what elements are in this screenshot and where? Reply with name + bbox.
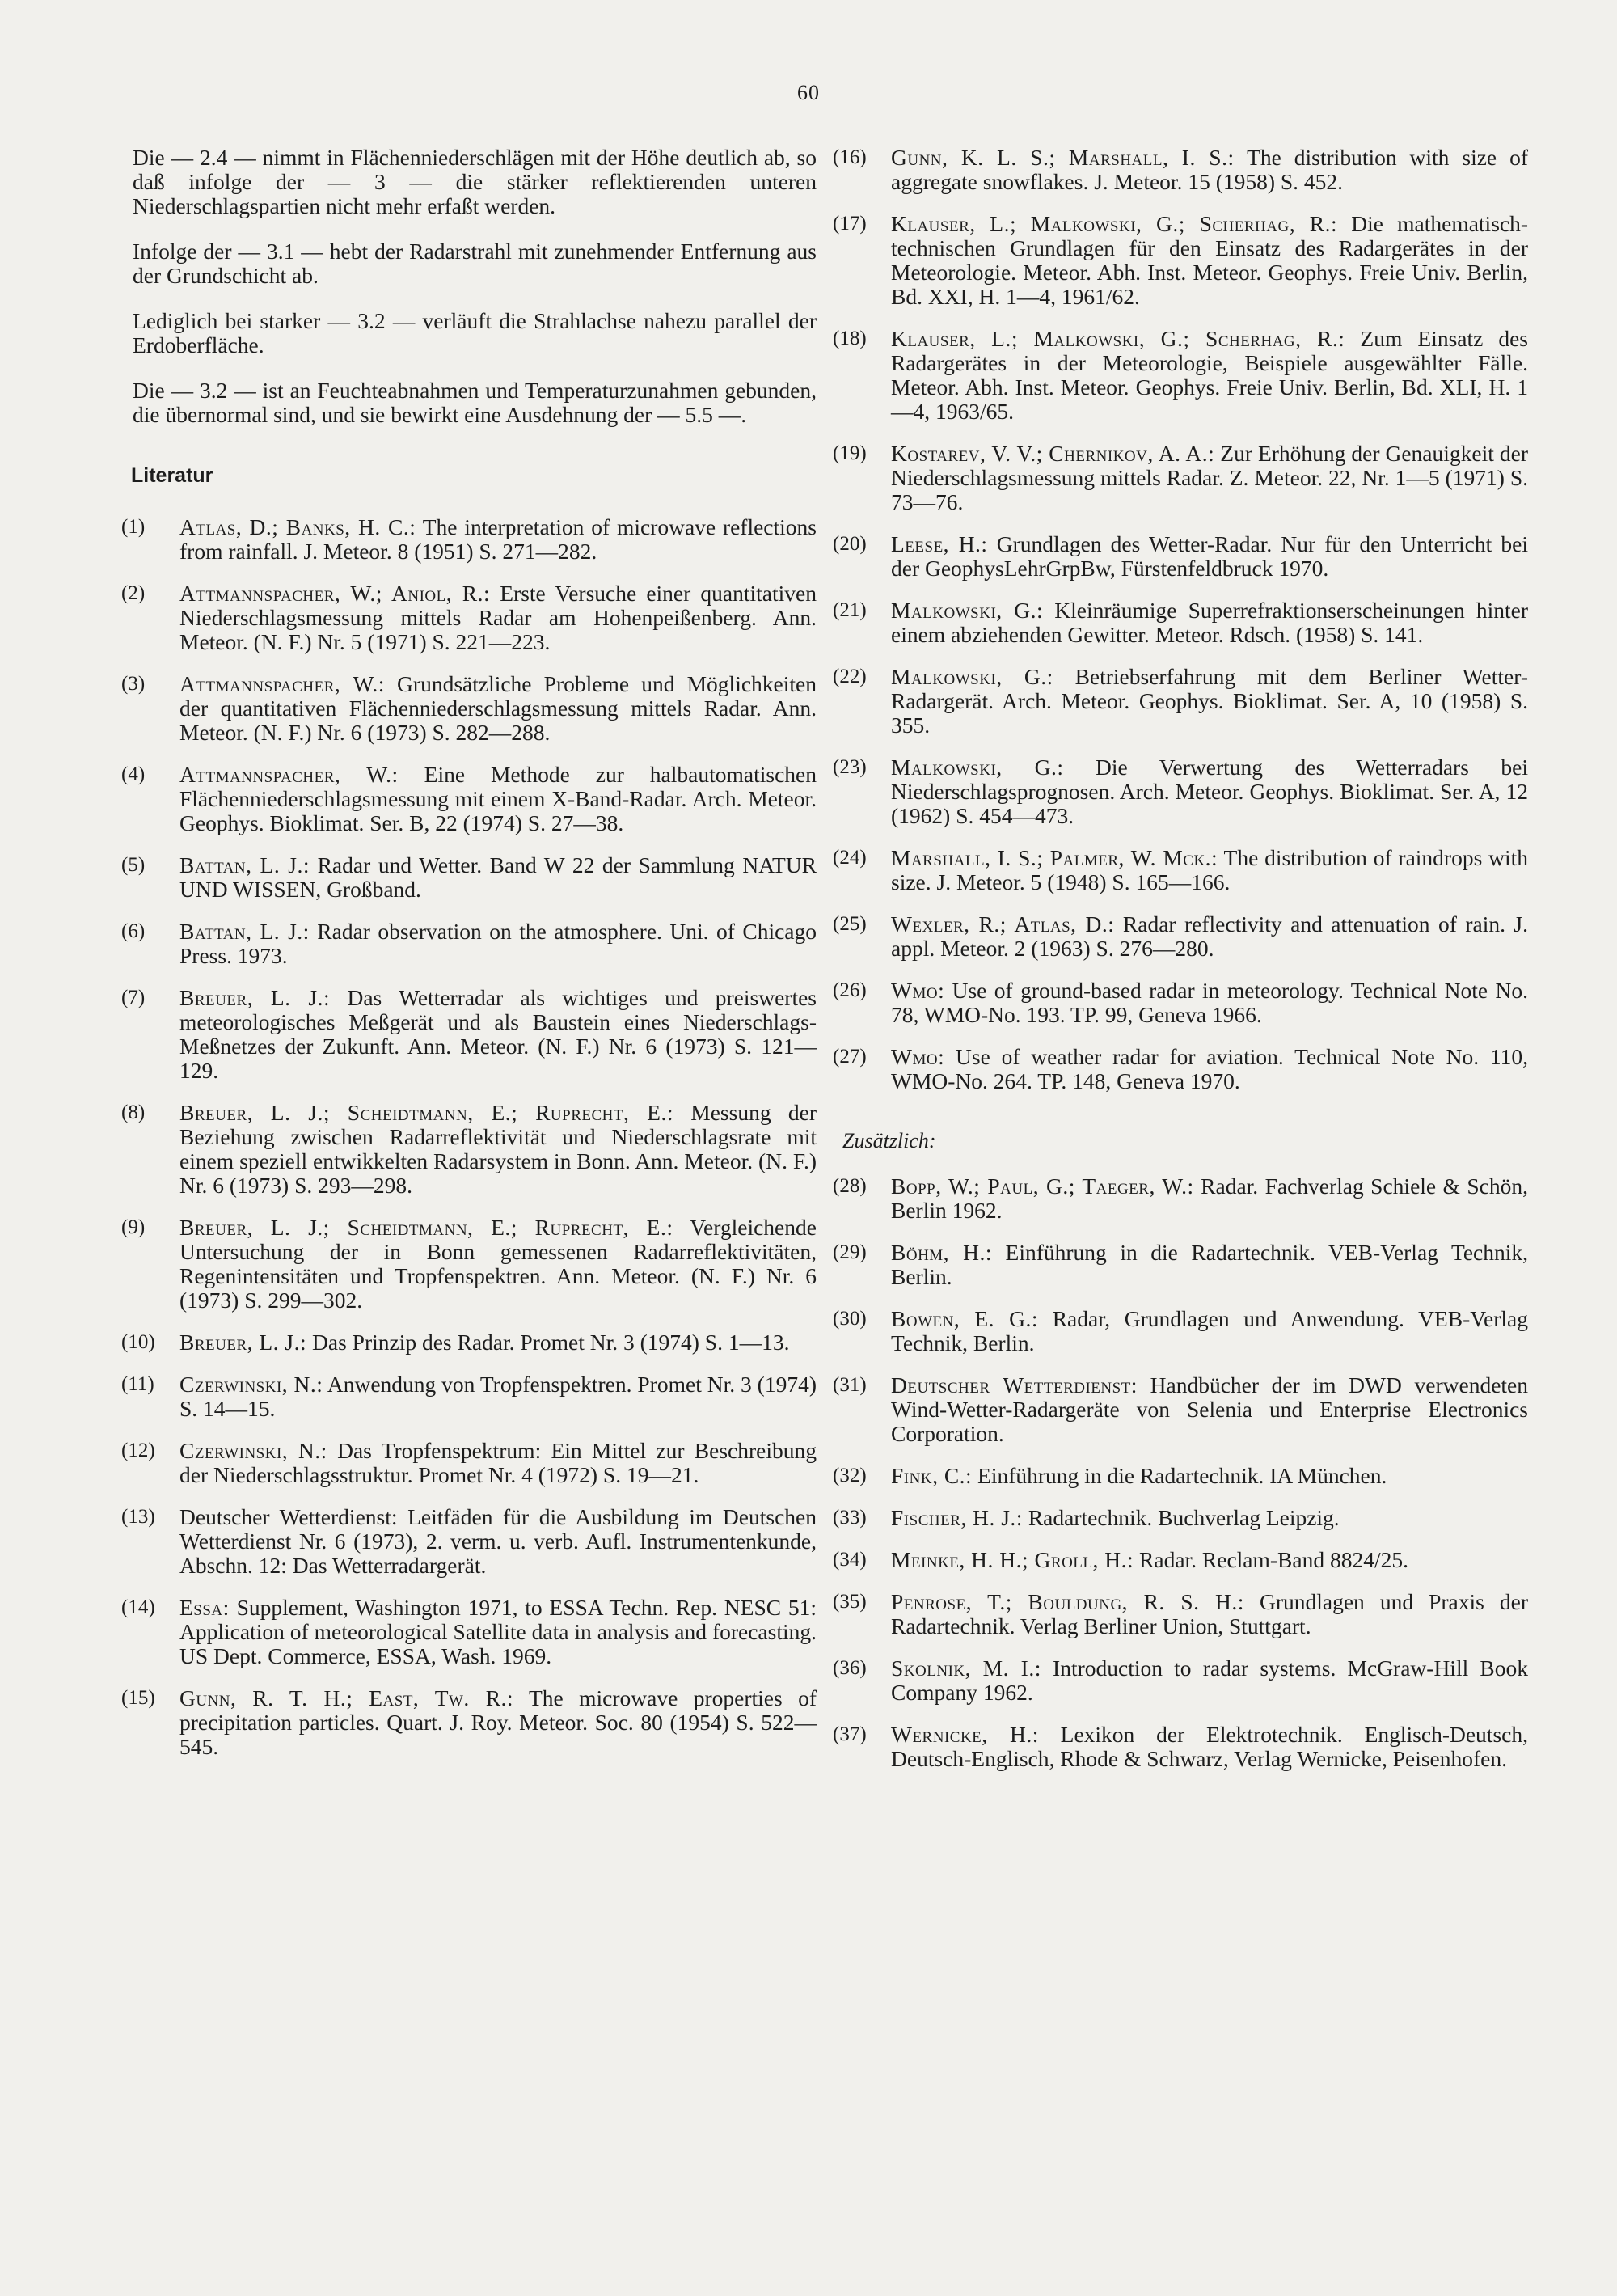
intro-paragraph: Die — 3.2 — ist an Feuchteabnahmen und Temperaturzunahmen gebunden, die übernormal sind, und sie bewirkt eine Ausdehnung der — 5.5 —. bbox=[133, 378, 817, 427]
reference-number: (17) bbox=[833, 213, 867, 235]
reference-authors: Breuer, L. J.; Scheidtmann, E.; Ruprecht, E.: bbox=[179, 1100, 673, 1125]
reference-authors: Marshall, I. S.; Palmer, W. Mck.: bbox=[891, 845, 1218, 870]
reference-text: Lexikon der Elektrotechnik. Englisch-Deutsch, Deutsch-Englisch, Rhode & Schwarz, Verlag Wernicke, Peisenhofen. bbox=[891, 1722, 1528, 1771]
reference-item bbox=[121, 1372, 817, 1421]
reference-number: (30) bbox=[833, 1308, 867, 1330]
reference-number: (18) bbox=[833, 328, 867, 349]
reference-body bbox=[891, 532, 1528, 581]
reference-text: Einführung in die Radartechnik. IA München. bbox=[977, 1463, 1387, 1488]
reference-number: (9) bbox=[121, 1216, 146, 1238]
reference-number: (5) bbox=[121, 854, 146, 876]
reference-authors: Leese, H.: bbox=[891, 531, 988, 556]
reference-authors: Penrose, T.; Bouldung, R. S. H.: bbox=[891, 1589, 1244, 1614]
reference-number: (25) bbox=[833, 913, 867, 935]
reference-text: Die mathematisch-technischen Grundlagen für den Einsatz des Radargerätes in der Meteorologie. Meteor. Abh. Inst. Meteor. Geophys. Freie Univ. Berlin, Bd. XXI, H. 1—4, 1961/62. bbox=[891, 211, 1529, 309]
reference-list-right bbox=[833, 146, 1528, 1093]
reference-authors: Breuer, L. J.; Scheidtmann, E.; Ruprecht, E.: bbox=[179, 1215, 673, 1240]
reference-item bbox=[121, 1686, 817, 1759]
reference-authors: Skolnik, M. I.: bbox=[891, 1655, 1041, 1681]
reference-number: (4) bbox=[121, 763, 146, 785]
reference-text: Deutscher Wetterdienst: Leitfäden für die Ausbildung im Deutschen Wetterdienst Nr. 6 (1973), 2. verm. u. verb. Aufl. Instrumentenkunde, Abschn. 12: Das Wetterradargerät. bbox=[179, 1504, 817, 1578]
reference-authors: Malkowski, G.: bbox=[891, 664, 1053, 689]
reference-number: (15) bbox=[121, 1687, 155, 1709]
reference-number: (31) bbox=[833, 1374, 867, 1396]
reference-number: (22) bbox=[833, 666, 867, 687]
reference-number: (33) bbox=[833, 1507, 867, 1529]
reference-body bbox=[891, 665, 1528, 738]
reference-number: (14) bbox=[121, 1596, 155, 1618]
reference-item bbox=[121, 853, 817, 902]
reference-body bbox=[891, 442, 1528, 514]
reference-item bbox=[833, 532, 1528, 581]
reference-authors: Malkowski, G.: bbox=[891, 598, 1044, 623]
reference-authors: Gunn, R. T. H.; East, Tw. R.: bbox=[179, 1685, 514, 1710]
reference-authors: Breuer, L. J.: bbox=[179, 1330, 307, 1355]
reference-authors: Klauser, L.; Malkowski, G.; Scherhag, R.: bbox=[891, 211, 1338, 236]
reference-item bbox=[833, 846, 1528, 894]
reference-item bbox=[833, 1590, 1528, 1638]
reference-body bbox=[891, 212, 1528, 309]
reference-body bbox=[891, 755, 1528, 828]
reference-text: Kleinräumige Superrefraktionserscheinungen hinter einem abziehenden Gewitter. Meteor. Rdsch. (1958) S. 141. bbox=[891, 598, 1528, 647]
reference-authors: Battan, L. J.: bbox=[179, 919, 310, 944]
reference-item bbox=[121, 515, 817, 564]
reference-item bbox=[833, 1506, 1528, 1530]
reference-number: (20) bbox=[833, 533, 867, 555]
reference-number: (12) bbox=[121, 1440, 155, 1461]
reference-body bbox=[891, 327, 1528, 424]
reference-body bbox=[891, 1723, 1528, 1771]
reference-number: (36) bbox=[833, 1657, 867, 1679]
right-column bbox=[833, 146, 1528, 1789]
reference-item bbox=[121, 986, 817, 1083]
reference-number: (3) bbox=[121, 673, 146, 695]
reference-item bbox=[121, 763, 817, 835]
reference-text: Messung der Beziehung zwischen Radarreflektivität und Niederschlagsrate mit einem speziell entwikkelten Radarsystem in Bonn. Ann. Meteor. (N. F.) Nr. 6 (1973) S. 293—298. bbox=[179, 1100, 817, 1198]
reference-authors: Czerwinski, N.: bbox=[179, 1438, 327, 1463]
reference-text: The distribution with size of aggregate snowflakes. J. Meteor. 15 (1958) S. 452. bbox=[891, 145, 1528, 194]
reference-body bbox=[891, 1241, 1528, 1289]
reference-item bbox=[121, 581, 817, 654]
reference-item bbox=[833, 1723, 1528, 1771]
reference-body bbox=[891, 1174, 1528, 1223]
reference-body bbox=[179, 1686, 817, 1759]
reference-body bbox=[891, 912, 1528, 961]
left-column bbox=[121, 146, 817, 1777]
reference-authors: Wernicke, H.: bbox=[891, 1722, 1039, 1747]
reference-body bbox=[179, 581, 817, 654]
reference-text: Handbücher der im DWD verwendeten Wind-Wetter-Radargeräte von Selenia und Enterprise Electronics Corporation. bbox=[891, 1372, 1528, 1446]
reference-text: Radar, Grundlagen und Anwendung. VEB-Verlag Technik, Berlin. bbox=[891, 1306, 1529, 1355]
intro-paragraph: Lediglich bei starker — 3.2 — verläuft die Strahlachse nahezu parallel der Erdoberfläche. bbox=[133, 308, 817, 357]
reference-text: Betriebserfahrung mit dem Berliner Wetter-Radargerät. Arch. Meteor. Geophys. Bioklimat. Ser. A, 10 (1958) S. 355. bbox=[891, 664, 1528, 738]
reference-text: Zur Erhöhung der Genauigkeit der Niederschlagsmessung mittels Radar. Z. Meteor. 22, Nr. 1—5 (1971) S. 73—76. bbox=[891, 441, 1528, 514]
reference-text: Einführung in die Radartechnik. VEB-Verlag Technik, Berlin. bbox=[891, 1240, 1529, 1289]
reference-authors: Wmo: bbox=[891, 1044, 945, 1069]
reference-authors: Battan, L. J.: bbox=[179, 852, 310, 877]
reference-item bbox=[833, 1174, 1528, 1223]
reference-number: (29) bbox=[833, 1241, 867, 1263]
reference-text: Radartechnik. Buchverlag Leipzig. bbox=[1028, 1505, 1340, 1530]
reference-text: The microwave properties of precipitation particles. Quart. J. Roy. Meteor. Soc. 80 (1954) S. 522—545. bbox=[179, 1685, 817, 1759]
reference-text: Supplement, Washington 1971, to ESSA Techn. Rep. NESC 51: Application of meteorological Satellite data in analysis and forecasting. US Dept. Commerce, ESSA, Wash. 1969. bbox=[179, 1595, 817, 1668]
reference-authors: Kostarev, V. V.; Chernikov, A. A.: bbox=[891, 441, 1215, 466]
reference-number: (23) bbox=[833, 756, 867, 778]
reference-number: (21) bbox=[833, 599, 867, 621]
reference-item bbox=[833, 1045, 1528, 1093]
reference-body bbox=[891, 1548, 1528, 1572]
reference-text: Radar und Wetter. Band W 22 der Sammlung NATUR UND WISSEN, Großband. bbox=[179, 852, 817, 902]
reference-text: Use of ground-based radar in meteorology. Technical Note No. 78, WMO-No. 193. TP. 99, Geneva 1966. bbox=[891, 978, 1529, 1027]
reference-text: Radar. Fachverlag Schiele & Schön, Berlin 1962. bbox=[891, 1173, 1528, 1223]
reference-authors: Czerwinski, N.: bbox=[179, 1372, 323, 1397]
reference-authors: Klauser, L.; Malkowski, G.; Scherhag, R.: bbox=[891, 326, 1345, 351]
reference-text: Die Verwertung des Wetterradars bei Niederschlagsprognosen. Arch. Meteor. Geophys. Bioklimat. Ser. A, 12 (1962) S. 454—473. bbox=[891, 755, 1529, 828]
reference-number: (26) bbox=[833, 979, 867, 1001]
reference-number: (2) bbox=[121, 582, 146, 604]
reference-text: Zum Einsatz des Radargerätes in der Meteorologie, Beispiele ausgewählter Fälle. Meteor. Abh. Inst. Meteor. Geophys. Freie Univ. Berlin, Bd. XLI, H. 1—4, 1963/65. bbox=[891, 326, 1528, 424]
reference-number: (24) bbox=[833, 847, 867, 869]
reference-item bbox=[833, 146, 1528, 194]
reference-number: (27) bbox=[833, 1046, 867, 1068]
literature-heading: Literatur bbox=[131, 464, 213, 487]
reference-text: The interpretation of microwave reflections from rainfall. J. Meteor. 8 (1951) S. 271—282. bbox=[179, 514, 817, 564]
reference-authors: Gunn, K. L. S.; Marshall, I. S.: bbox=[891, 145, 1235, 170]
reference-text: Grundsätzliche Probleme und Möglichkeiten der quantitativen Flächenniederschlagsmessung mittels Radar. Ann. Meteor. (N. F.) Nr. 6 (1973) S. 282—288. bbox=[179, 671, 817, 745]
reference-body bbox=[179, 672, 817, 745]
reference-body bbox=[891, 1506, 1528, 1530]
reference-item bbox=[833, 1373, 1528, 1446]
reference-text: Erste Versuche einer quantitativen Niederschlagsmessung mittels Radar am Hohenpeißenberg. Ann. Meteor. (N. F.) Nr. 5 (1971) S. 221—223. bbox=[179, 581, 817, 654]
reference-text: Das Wetterradar als wichtiges und preiswertes meteorologisches Meßgerät und als Baustein eines Niederschlags-Meßnetzes der Zukunft. Ann. Meteor. (N. F.) Nr. 6 (1973) S. 121—129. bbox=[179, 985, 817, 1083]
reference-item bbox=[121, 1596, 817, 1668]
reference-item bbox=[121, 1216, 817, 1313]
supplement-heading: Zusätzlich: bbox=[842, 1129, 936, 1152]
reference-item bbox=[833, 1464, 1528, 1488]
reference-body bbox=[891, 1045, 1528, 1093]
reference-number: (11) bbox=[121, 1373, 154, 1395]
reference-text: Introduction to radar systems. McGraw-Hill Book Company 1962. bbox=[891, 1655, 1528, 1705]
reference-authors: Breuer, L. J.: bbox=[179, 985, 331, 1010]
reference-authors: Meinke, H. H.; Groll, H.: bbox=[891, 1547, 1134, 1572]
reference-body bbox=[179, 920, 817, 968]
reference-authors: Deutscher Wetterdienst: bbox=[891, 1372, 1138, 1397]
reference-authors: Essa: bbox=[179, 1595, 230, 1620]
reference-body bbox=[891, 1307, 1528, 1355]
reference-authors: Fink, C.: bbox=[891, 1463, 973, 1488]
reference-item bbox=[833, 1241, 1528, 1289]
reference-text: Das Tropfenspektrum: Ein Mittel zur Beschreibung der Niederschlagsstruktur. Promet Nr. 4 (1972) S. 19—21. bbox=[179, 1438, 817, 1487]
reference-body bbox=[179, 1216, 817, 1313]
reference-number: (37) bbox=[833, 1723, 867, 1745]
reference-number: (32) bbox=[833, 1465, 867, 1486]
reference-item bbox=[833, 212, 1528, 309]
reference-text: Radar. Reclam-Band 8824/25. bbox=[1139, 1547, 1408, 1572]
reference-text: Radar observation on the atmosphere. Uni. of Chicago Press. 1973. bbox=[179, 919, 817, 968]
reference-body bbox=[179, 1439, 817, 1487]
reference-authors: Attmannspacher, W.; Aniol, R.: bbox=[179, 581, 491, 606]
reference-body bbox=[891, 1656, 1528, 1705]
reference-body bbox=[179, 763, 817, 835]
reference-text: Grundlagen des Wetter-Radar. Nur für den Unterricht bei der GeophysLehrGrpBw, Fürstenfeldbruck 1970. bbox=[891, 531, 1529, 581]
page-number: 60 bbox=[797, 81, 820, 104]
reference-item bbox=[121, 1505, 817, 1578]
reference-body bbox=[891, 846, 1528, 894]
reference-item bbox=[833, 1548, 1528, 1572]
reference-item bbox=[833, 755, 1528, 828]
reference-body bbox=[179, 1372, 817, 1421]
reference-number: (16) bbox=[833, 146, 867, 168]
reference-body bbox=[179, 986, 817, 1083]
reference-body bbox=[179, 1330, 817, 1355]
reference-item bbox=[833, 912, 1528, 961]
reference-number: (13) bbox=[121, 1506, 155, 1528]
reference-text: The distribution of raindrops with size. J. Meteor. 5 (1948) S. 165—166. bbox=[891, 845, 1528, 894]
reference-item bbox=[833, 979, 1528, 1027]
reference-authors: Wexler, R.; Atlas, D.: bbox=[891, 911, 1115, 937]
reference-body bbox=[891, 1590, 1528, 1638]
reference-list-supplement bbox=[833, 1174, 1528, 1771]
reference-authors: Attmannspacher, W.: bbox=[179, 762, 399, 787]
reference-body bbox=[179, 515, 817, 564]
reference-item bbox=[833, 442, 1528, 514]
intro-paragraph: Die — 2.4 — nimmt in Flächenniederschlägen mit der Höhe deutlich ab, so daß infolge der — 3 — die stärker reflektierenden unteren Niederschlagspartien nicht mehr erfaßt werden. bbox=[133, 145, 817, 218]
reference-body bbox=[179, 1101, 817, 1198]
reference-text: Das Prinzip des Radar. Promet Nr. 3 (1974) S. 1—13. bbox=[312, 1330, 790, 1355]
intro-section bbox=[121, 146, 817, 427]
reference-number: (10) bbox=[121, 1331, 155, 1353]
reference-item bbox=[833, 598, 1528, 647]
reference-authors: Malkowski, G.: bbox=[891, 755, 1064, 780]
reference-body bbox=[179, 853, 817, 902]
reference-authors: Fischer, H. J.: bbox=[891, 1505, 1023, 1530]
reference-text: Grundlagen und Praxis der Radartechnik. Verlag Berliner Union, Stuttgart. bbox=[891, 1589, 1529, 1638]
reference-number: (28) bbox=[833, 1175, 867, 1197]
reference-item bbox=[833, 665, 1528, 738]
reference-number: (6) bbox=[121, 920, 146, 942]
reference-authors: Bowen, E. G.: bbox=[891, 1306, 1039, 1331]
reference-authors: Böhm, H.: bbox=[891, 1240, 992, 1265]
reference-number: (1) bbox=[121, 516, 146, 538]
reference-number: (35) bbox=[833, 1591, 867, 1613]
reference-text: Anwendung von Tropfenspektren. Promet Nr. 3 (1974) S. 14—15. bbox=[179, 1372, 817, 1421]
reference-text: Vergleichende Untersuchung der in Bonn gemessenen Radarreflektivitäten, Regenintensitäten und Tropfenspektren. Ann. Meteor. (N. F.) Nr. 6 (1973) S. 299—302. bbox=[179, 1215, 817, 1313]
reference-authors: Attmannspacher, W.: bbox=[179, 671, 385, 696]
reference-authors: Wmo: bbox=[891, 978, 945, 1003]
reference-item bbox=[121, 920, 817, 968]
reference-item bbox=[833, 1656, 1528, 1705]
reference-authors: Bopp, W.; Paul, G.; Taeger, W.: bbox=[891, 1173, 1194, 1199]
reference-number: (34) bbox=[833, 1549, 867, 1571]
reference-number: (7) bbox=[121, 987, 146, 1008]
reference-item bbox=[121, 672, 817, 745]
reference-number: (19) bbox=[833, 442, 867, 464]
reference-body bbox=[891, 146, 1528, 194]
reference-number: (8) bbox=[121, 1101, 146, 1123]
reference-body bbox=[891, 598, 1528, 647]
reference-authors: Atlas, D.; Banks, H. C.: bbox=[179, 514, 416, 539]
reference-text: Use of weather radar for aviation. Technical Note No. 110, WMO-No. 264. TP. 148, Geneva 1970. bbox=[891, 1044, 1529, 1093]
reference-list-left bbox=[121, 515, 817, 1759]
reference-body bbox=[179, 1505, 817, 1578]
reference-body bbox=[891, 1373, 1528, 1446]
reference-item bbox=[833, 327, 1528, 424]
reference-item bbox=[833, 1307, 1528, 1355]
intro-paragraph: Infolge der — 3.1 — hebt der Radarstrahl mit zunehmender Entfernung aus der Grundschicht ab. bbox=[133, 239, 817, 288]
reference-body bbox=[179, 1596, 817, 1668]
reference-item bbox=[121, 1439, 817, 1487]
reference-text: Eine Methode zur halbautomatischen Flächenniederschlagsmessung mit einem X-Band-Radar. Arch. Meteor. Geophys. Bioklimat. Ser. B, 22 (1974) S. 27—38. bbox=[179, 762, 817, 835]
reference-text: Radar reflectivity and attenuation of rain. J. appl. Meteor. 2 (1963) S. 276—280. bbox=[891, 911, 1529, 961]
reference-item bbox=[121, 1330, 817, 1355]
reference-body bbox=[891, 979, 1528, 1027]
reference-body bbox=[891, 1464, 1528, 1488]
reference-item bbox=[121, 1101, 817, 1198]
